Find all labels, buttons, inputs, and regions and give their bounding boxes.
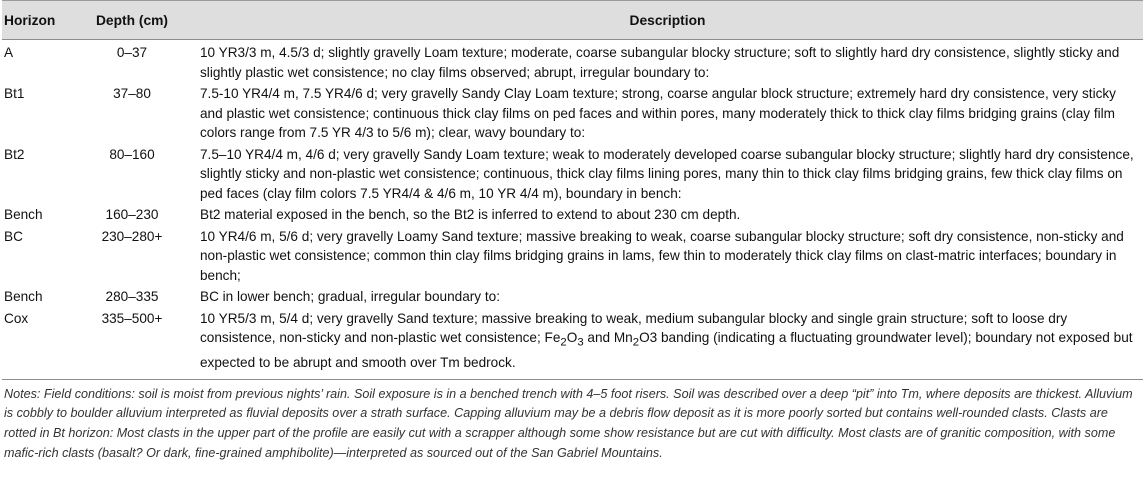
description-cell: 7.5–10 YR4/4 m, 4/6 d; very gravelly Sandy Loam texture; weak to moderately developed coarse subangular blocky structure; slightly hard dry consistence, slightly sticky and non-plastic wet consistence; continuous, thick clay films lining pores, many thin to thick clay films bridging grains, few thick clay films on ped faces (clay film colors 7.5 YR4/4 & 4/6 m, 10 YR 4/4 m), boundary in bench: [200, 146, 1134, 201]
header-row [2, 1, 1143, 40]
table-body [2, 40, 1143, 380]
column-header-description: Description [192, 1, 1143, 40]
depth-cell: 37–80 [113, 86, 151, 101]
description-cell: 7.5-10 YR4/4 m, 7.5 YR4/6 d; very gravelly Sandy Clay Loam texture; strong, coarse angular block structure; extremely hard dry consistence, very sticky and plastic wet consistence; continuous thick clay films on ped faces and within pores, many moderately thick to thick clay films bridging grains (clay film colors range from 7.5 YR 4/3 to 5/6 m); clear, wavy boundary to: [200, 86, 1116, 140]
table-row [2, 307, 1143, 380]
horizon-cell: Bt1 [4, 86, 25, 101]
column-header-depth: Depth (cm) [72, 1, 192, 40]
description-text: 10 YR5/3 m, 5/4 d; very gravelly Sand texture; massive breaking to weak, medium subangular blocky and single grain structure; soft to loose dry consistence, non-sticky and non-plastic wet consistence; Fe [200, 310, 1068, 345]
column-header-horizon: Horizon [2, 1, 72, 40]
table-row [2, 285, 1143, 307]
horizon-cell: BC [4, 228, 23, 244]
description-cell [192, 307, 1143, 380]
depth-cell: 0–37 [116, 45, 148, 60]
table-row [2, 40, 1143, 83]
depth-cell: 280–335 [105, 289, 159, 304]
horizon-cell: Bt2 [4, 146, 25, 162]
description-cell: Bt2 material exposed in the bench, so the Bt2 is inferred to extend to about 230 cm depth. [200, 207, 741, 222]
subscript: 2 [560, 336, 567, 349]
table-row [2, 225, 1143, 286]
table-row [2, 143, 1143, 204]
depth-cell: 160–230 [105, 207, 159, 222]
horizon-cell: Cox [2, 307, 72, 380]
table-row [2, 82, 1143, 143]
depth-cell: 335–500+ [72, 307, 192, 380]
description-cell: BC in lower bench; gradual, irregular boundary to: [200, 289, 500, 304]
description-cell: 10 YR3/3 m, 4.5/3 d; slightly gravelly Loam texture; moderate, coarse subangular blocky structure; soft to slightly hard dry consistence, slightly sticky and slightly plastic wet consistence; no clay films observed; abrupt, irregular boundary to: [200, 45, 1120, 80]
description-cell: 10 YR4/6 m, 5/6 d; very gravelly Loamy Sand texture; massive breaking to weak, coarse subangular blocky structure; soft dry consistence, non-sticky and non-plastic wet consistence; common thin clay films bridging grains in lams, few thin to moderately thick clay films on clast-matric interfaces; boundary in bench; [200, 228, 1124, 283]
table-row [2, 203, 1143, 225]
table-header [2, 1, 1143, 40]
depth-cell: 80–160 [109, 146, 155, 162]
description-text: O3 banding (indicating a fluctuating groundwater level); boundary not exposed but expected to be abrupt and smooth over Tm bedrock. [200, 330, 1133, 371]
subscript: 3 [577, 336, 584, 349]
subscript: 2 [632, 336, 640, 349]
table-notes: Notes: Field conditions: soil is moist from previous nights’ rain. Soil exposure is in a benched trench with 4–5 foot risers. Soil was described over a deep “pit” into Tm, where deposits are thickest. Alluvium is cobbly to boulder alluvium interpreted as fluvial deposits over a strath surface. Capping alluvium may be a debris flow deposit as it is more poorly sorted but contains well-rounded clasts. Clasts are rotted in Bt horizon: Most clasts in the upper part of the profile are easily cut with a scrapper although some show resistance but are cut with difficulty. Most clasts are of granitic composition, with some mafic-rich clasts (basalt? Or dark, fine-grained amphibolite)—interpreted as sourced out of the San Gabriel Mountains. [4, 386, 1133, 460]
depth-cell: 230–280+ [101, 228, 163, 244]
description-text: O [566, 330, 578, 345]
horizon-cell: A [4, 45, 14, 60]
horizon-cell: Bench [4, 207, 43, 222]
description-text: and Mn [583, 330, 633, 345]
horizon-cell: Bench [4, 289, 43, 304]
soil-profile-table [2, 0, 1143, 380]
